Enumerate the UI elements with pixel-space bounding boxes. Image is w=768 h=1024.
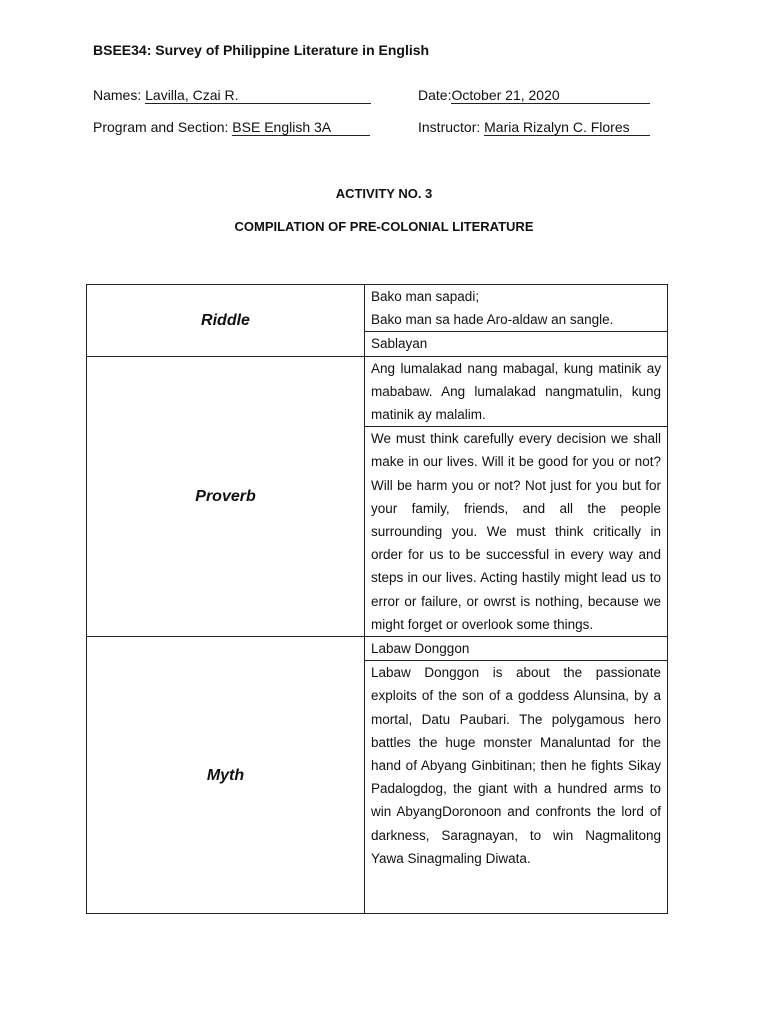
names-value: Lavilla, Czai R. xyxy=(145,88,371,104)
myth-title: Labaw Donggon xyxy=(365,637,668,661)
instructor-value: Maria Rizalyn C. Flores xyxy=(484,120,650,136)
riddle-category: Riddle xyxy=(87,285,365,357)
proverb-text: Ang lumalakad nang mabagal, kung matinik ay mababaw. Ang lumalakad nangmatulin, kung matinik ay malalim. xyxy=(365,356,668,427)
riddle-line-1: Bako man sapadi; xyxy=(371,289,480,304)
program-label: Program and Section: xyxy=(93,119,233,135)
names-label: Names: xyxy=(93,87,146,103)
riddle-text xyxy=(365,285,668,332)
riddle-line-2: Bako man sa hade Aro-aldaw an sangle. xyxy=(371,312,614,328)
instructor-row xyxy=(418,119,650,136)
date-label: Date: xyxy=(418,87,452,103)
program-value: BSE English 3A xyxy=(232,120,370,136)
riddle-row xyxy=(87,285,668,332)
proverb-explanation: We must think carefully every decision we shall make in our lives. Will it be good for you or not? Will be harm you or not? Not just for you but for your family, friends, and all the people surrounding you. We must think critically in order for us to be successful in every way and steps in our lives. Acting hastily might lead us to error or failure, or owrst is nothing, because we might forget or overlook some things. xyxy=(365,427,668,637)
proverb-row xyxy=(87,356,668,427)
program-row xyxy=(93,119,370,136)
riddle-answer: Sablayan xyxy=(365,332,668,356)
proverb-category: Proverb xyxy=(87,356,365,636)
date-value: October 21, 2020 xyxy=(451,88,650,104)
literature-table xyxy=(86,284,668,914)
date-row xyxy=(418,87,650,104)
myth-row xyxy=(87,637,668,661)
instructor-label: Instructor: xyxy=(418,119,485,135)
names-row xyxy=(93,87,371,104)
course-title: BSEE34: Survey of Philippine Literature in English xyxy=(93,42,430,58)
myth-category: Myth xyxy=(87,637,365,914)
myth-summary: Labaw Donggon is about the passionate exploits of the son of a goddess Alunsina, by a mortal, Datu Paubari. The polygamous hero battles the huge monster Manaluntad for the hand of Abyang Ginbitinan; then he fights Sikay Padalogdog, the giant with a hundred arms to win AbyangDoronoon and confronts the lord of darkness, Saragnayan, to win Nagmalitong Yawa Sinagmaling Diwata. xyxy=(365,661,668,914)
activity-title: COMPILATION OF PRE-COLONIAL LITERATURE xyxy=(234,219,534,234)
activity-number: ACTIVITY NO. 3 xyxy=(335,186,433,201)
